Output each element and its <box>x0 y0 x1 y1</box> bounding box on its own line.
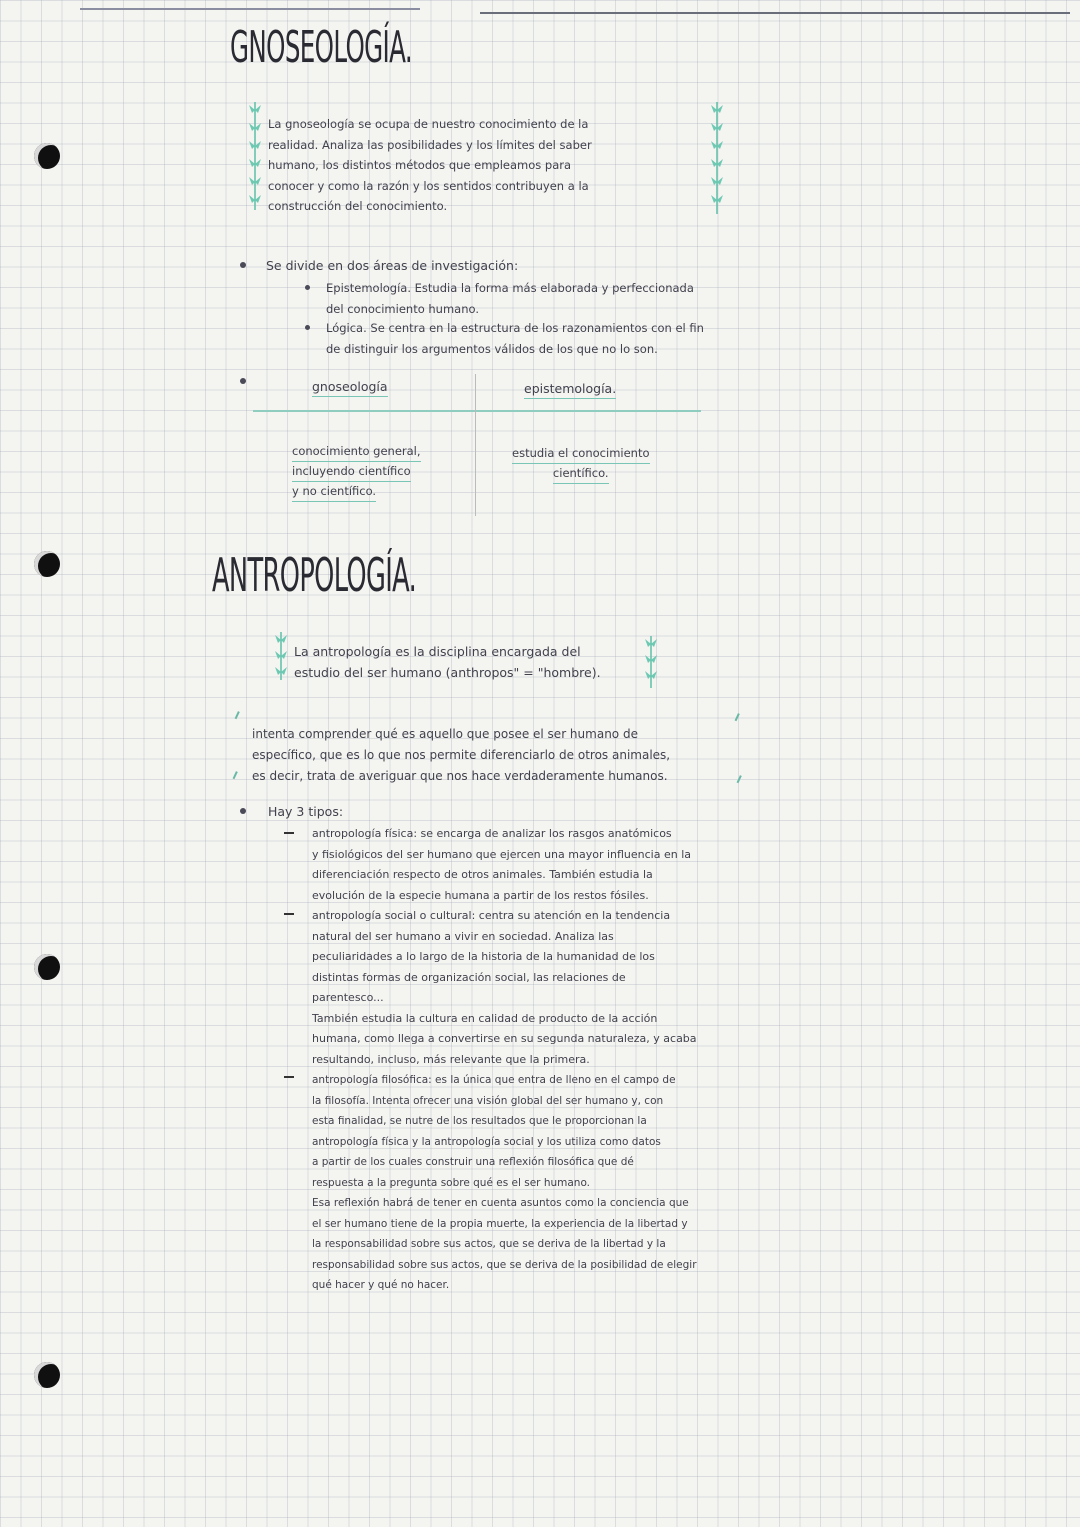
list-dash <box>284 832 294 834</box>
binder-hole <box>34 954 60 980</box>
text-line: estudio del ser humano (anthropos" = "hombre). <box>294 664 601 680</box>
text-line: antropología filosófica: es la única que entra de lleno en el campo de <box>312 1074 676 1086</box>
comparison-right-body <box>512 444 650 484</box>
bullet-point <box>305 285 310 290</box>
text-line: antropología física y la antropología social y los utiliza como datos <box>312 1135 661 1148</box>
text-line: y no científico. <box>292 482 376 502</box>
text-line: peculiaridades a lo largo de la historia de la humanidad de los <box>312 950 655 963</box>
bracket-mark <box>235 711 244 721</box>
text-line: La antropología es la disciplina encargada del <box>294 644 581 659</box>
section-title-antropologia: ANTROPOLOGÍA. <box>212 548 417 602</box>
bracket-mark <box>735 713 744 723</box>
text-line: diferenciación respecto de otros animales. También estudia la <box>312 868 653 881</box>
comparison-left-header: gnoseología <box>312 378 388 397</box>
text-line: antropología social o cultural: centra su atención en la tendencia <box>312 909 671 922</box>
text-line: Lógica. Se centra en la estructura de los razonamientos con el fin <box>326 321 704 335</box>
comparison-right-header: epistemología. <box>524 380 616 399</box>
text-line: La gnoseología se ocupa de nuestro conocimiento de la <box>268 117 589 131</box>
text-line: de distinguir los argumentos válidos de los que no lo son. <box>326 341 658 356</box>
text-line: a partir de los cuales construir una reflexión filosófica que dé <box>312 1156 634 1168</box>
bullet-point <box>240 262 246 268</box>
vine-decoration-icon <box>708 100 724 216</box>
text-line: resultando, incluso, más relevante que la primera. <box>312 1052 590 1066</box>
text-line: realidad. Analiza las posibilidades y los límites del saber <box>268 137 592 152</box>
text-line: humano, los distintos métodos que empleamos para <box>268 158 572 172</box>
type-antropologia-social <box>312 906 772 1070</box>
text-line: incluyendo científico <box>292 462 411 482</box>
list-dash <box>284 1076 294 1078</box>
section-title-gnoseologia: GNOSEOLOGÍA. <box>230 22 413 73</box>
binder-hole <box>34 143 60 169</box>
vine-decoration-icon <box>272 630 288 682</box>
area-logica <box>326 318 796 359</box>
vine-decoration-icon <box>246 100 262 212</box>
comparison-left-body <box>292 442 421 502</box>
text-line: específico, que es lo que nos permite diferenciarlo de otros animales, <box>252 748 671 762</box>
bullet-point <box>305 325 310 330</box>
text-line: respuesta a la pregunta sobre qué es el ser humano. <box>312 1176 591 1189</box>
text-line: esta finalidad, se nutre de los resultados que le proporcionan la <box>312 1115 647 1127</box>
text-line: conocimiento general, <box>292 442 421 462</box>
text-line: distintas formas de organización social, las relaciones de <box>312 970 626 984</box>
text-line: responsabilidad sobre sus actos, que se deriva de la posibilidad de elegir <box>312 1258 697 1271</box>
text-line: la responsabilidad sobre sus actos, que se deriva de la libertad y la <box>312 1238 666 1250</box>
text-line: Esa reflexión habrá de tener en cuenta asuntos como la conciencia que <box>312 1197 689 1209</box>
text-line: qué hacer y qué no hacer. <box>312 1279 450 1291</box>
text-line: intenta comprender qué es aquello que posee el ser humano de <box>252 727 638 741</box>
page-top-edge <box>80 8 420 10</box>
text-line: conocer y como la razón y los sentidos contribuyen a la <box>268 178 589 193</box>
text-line: estudia el conocimiento <box>512 444 650 464</box>
table-divider-vertical <box>475 374 476 516</box>
text-line: humana, como llega a convertirse en su segunda naturaleza, y acaba <box>312 1032 697 1045</box>
divide-intro: Se divide en dos áreas de investigación: <box>266 258 519 273</box>
antropologia-purpose <box>252 724 752 787</box>
text-line: es decir, trata de averiguar que nos hace verdaderamente humanos. <box>252 769 668 783</box>
text-line: evolución de la especie humana a partir de los restos fósiles. <box>312 888 649 902</box>
text-line: parentesco... <box>312 991 384 1004</box>
types-intro: Hay 3 tipos: <box>268 804 344 819</box>
gnoseologia-definition <box>268 114 708 217</box>
text-line: natural del ser humano a vivir en sociedad. Analiza las <box>312 929 614 943</box>
bullet-point <box>240 808 246 814</box>
binder-hole <box>34 1362 60 1388</box>
text-line: la filosofía. Intenta ofrecer una visión global del ser humano y, con <box>312 1094 664 1107</box>
text-line: el ser humano tiene de la propia muerte, la experiencia de la libertad y <box>312 1217 688 1230</box>
page-top-edge <box>480 12 1070 14</box>
text-line: antropología física: se encarga de analizar los rasgos anatómicos <box>312 827 672 840</box>
binder-hole <box>34 551 60 577</box>
type-antropologia-filosofica <box>312 1070 772 1296</box>
text-line: científico. <box>553 464 609 484</box>
bracket-mark <box>233 771 242 781</box>
antropologia-definition <box>294 642 601 683</box>
list-dash <box>284 913 294 915</box>
text-line: También estudia la cultura en calidad de producto de la acción <box>312 1011 658 1025</box>
text-line: del conocimiento humano. <box>326 301 479 316</box>
bullet-point <box>240 378 246 384</box>
type-antropologia-fisica <box>312 824 772 906</box>
text-line: y fisiológicos del ser humano que ejercen una mayor influencia en la <box>312 847 692 861</box>
table-divider-horizontal <box>253 410 701 412</box>
area-epistemologia <box>326 278 796 319</box>
text-line: Epistemología. Estudia la forma más elaborada y perfeccionada <box>326 281 694 295</box>
vine-decoration-icon <box>642 634 658 690</box>
text-line: construcción del conocimiento. <box>268 199 448 213</box>
